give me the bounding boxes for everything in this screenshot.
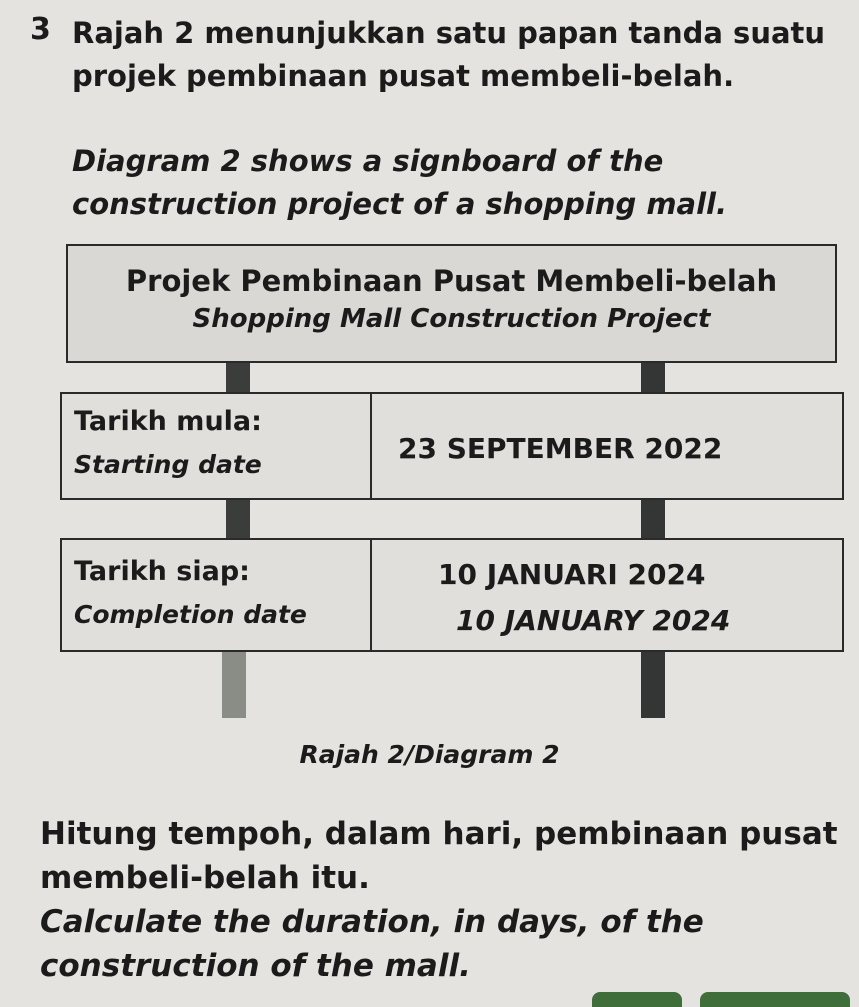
starting-date-row bbox=[60, 392, 844, 500]
signboard-header bbox=[66, 244, 837, 363]
question-prompt-malay: Hitung tempoh, dalam hari, pembinaan pusat membeli-belah itu. bbox=[40, 816, 838, 896]
question-intro-malay: Rajah 2 menunjukkan satu papan tanda suatu projek pembinaan pusat membeli-belah. bbox=[72, 16, 826, 93]
completion-date-value-english: 10 JANUARY 2024 bbox=[456, 604, 731, 637]
completion-date-value-malay: 10 JANUARI 2024 bbox=[438, 558, 706, 591]
signboard-title-malay: Projek Pembinaan Pusat Membeli-belah bbox=[125, 264, 778, 298]
answer-box-edge bbox=[592, 992, 682, 1007]
starting-date-value: 23 SEPTEMBER 2022 bbox=[398, 432, 723, 465]
left-post-middle bbox=[226, 498, 250, 538]
completion-date-row bbox=[60, 538, 844, 652]
row-divider bbox=[370, 394, 372, 498]
completion-date-label-english: Completion date bbox=[74, 600, 307, 629]
question-prompt-english: Calculate the duration, in days, of the construction of the mall. bbox=[40, 904, 704, 984]
starting-date-label-malay: Tarikh mula: bbox=[74, 406, 262, 437]
diagram-caption: Rajah 2/Diagram 2 bbox=[299, 740, 560, 769]
right-post-top bbox=[641, 359, 665, 392]
right-post-bottom bbox=[641, 650, 665, 718]
question-intro-english: Diagram 2 shows a signboard of the construction project of a shopping mall. bbox=[72, 144, 728, 221]
left-post-bottom bbox=[222, 650, 246, 718]
signboard-title-english: Shopping Mall Construction Project bbox=[192, 304, 711, 334]
right-post-middle bbox=[641, 498, 665, 538]
question-number: 3 bbox=[30, 12, 51, 47]
answer-box-edge bbox=[700, 992, 850, 1007]
starting-date-label-english: Starting date bbox=[74, 450, 262, 479]
row-divider bbox=[370, 540, 372, 650]
left-post-top bbox=[226, 359, 250, 392]
completion-date-label-malay: Tarikh siap: bbox=[74, 556, 250, 587]
